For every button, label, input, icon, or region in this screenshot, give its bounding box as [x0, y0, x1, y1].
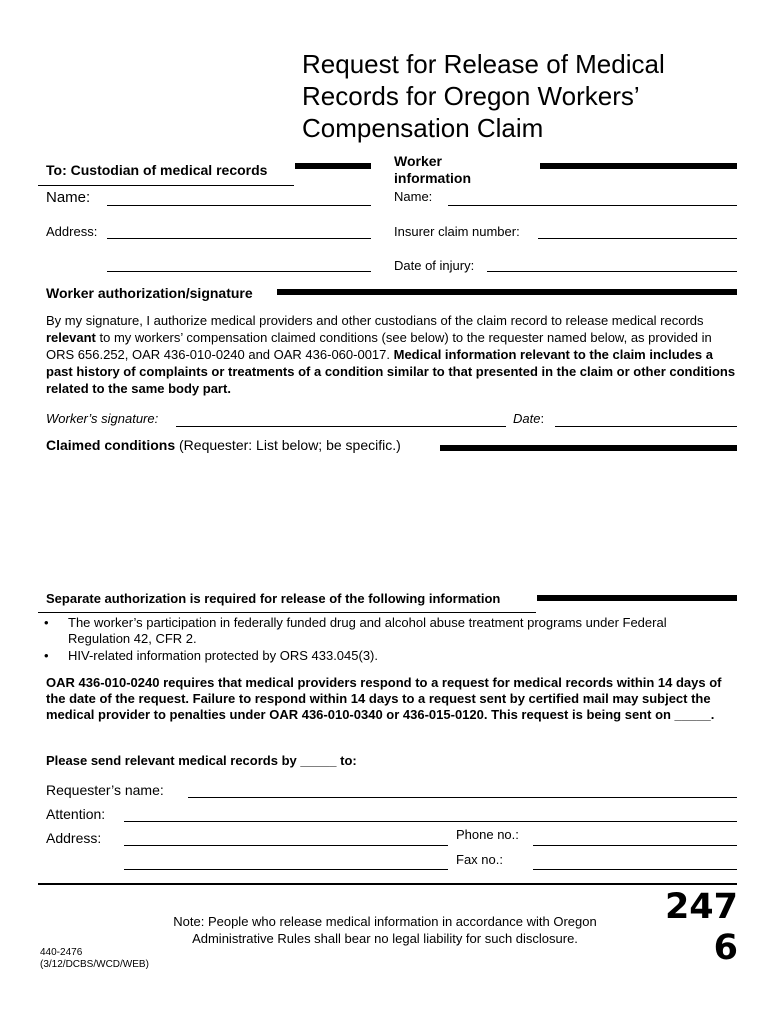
requester-address-label: Address: [46, 830, 102, 846]
fax-field[interactable] [533, 869, 737, 870]
form-number: 440-2476 [40, 947, 83, 958]
form-code: (3/12/DCBS/WCD/WEB) [40, 959, 149, 970]
phone-field[interactable] [533, 845, 737, 846]
authorization-text-c: to my workers’ compensation claimed conditions (see below) to the requester named below, as provided in ORS 656.252, OAR 436-010-0240 and OAR 436-060-0017. [46, 330, 712, 362]
custodian-address-label: Address: [46, 224, 98, 239]
worker-heading-line-1: Worker [394, 153, 442, 169]
date-of-injury-field[interactable] [487, 271, 737, 272]
title-line-3: Compensation Claim [302, 113, 544, 143]
oar-notice: OAR 436-010-0240 requires that medical providers respond to a request for medical records within 14 days of the date of the request. Failure to respond within 14 days to a request sent by certified mail may subject the medical provider to penalties under OAR 436-010-0340 or 436-015-0120. This request is being sent on _____. [46, 675, 722, 722]
authorization-heading-bar [277, 289, 737, 295]
custodian-address-field-1[interactable] [107, 238, 371, 239]
signature-date-field[interactable] [555, 426, 737, 427]
claimed-conditions-title: Claimed conditions [46, 437, 176, 453]
claimed-conditions-heading [46, 437, 401, 453]
requester-address-field-2[interactable] [124, 869, 448, 870]
signature-date-colon: : [540, 411, 545, 426]
worker-name-field[interactable] [448, 205, 737, 206]
separate-authorization-bar [537, 595, 737, 601]
claimed-conditions-area[interactable] [40, 458, 737, 583]
authorization-text-d: Medical information relevant to the claim includes a past history of complaints or treatments of a condition similar to that presented in the claim or other conditions related to the same body part. [46, 347, 736, 396]
signature-date-word: Date [513, 411, 541, 426]
custodian-name-field[interactable] [107, 205, 371, 206]
footer-rule [38, 883, 737, 885]
custodian-name-label: Name: [46, 189, 91, 206]
form-id [40, 947, 149, 971]
authorization-heading: Worker authorization/signature [46, 285, 253, 301]
bullet-text-1: The worker’s participation in federally funded drug and alcohol abuse treatment programs under Federal Regulation 42, CFR 2. [68, 615, 667, 646]
claimed-conditions-note: (Requester: List below; be specific.) [175, 437, 401, 453]
authorization-text-b: relevant [46, 330, 96, 345]
worker-heading-line-2: information [394, 170, 471, 186]
date-of-injury-label: Date of injury: [394, 258, 475, 273]
page-title [302, 48, 665, 144]
title-line-1: Request for Release of Medical [302, 49, 665, 79]
title-line-2: Records for Oregon Workers’ [302, 81, 640, 111]
form-big-number-line-1: 247 [664, 887, 738, 927]
requester-name-field[interactable] [188, 797, 737, 798]
form-big-number-line-2: 6 [713, 928, 738, 968]
attention-label: Attention: [46, 806, 106, 822]
phone-label: Phone no.: [456, 827, 519, 842]
signature-date-label [513, 411, 544, 426]
attention-field[interactable] [124, 821, 737, 822]
custodian-heading-rule [38, 185, 294, 186]
authorization-text-a: By my signature, I authorize medical providers and other custodians of the claim record to release medical records [46, 313, 704, 328]
worker-signature-field[interactable] [176, 426, 506, 427]
custodian-heading: To: Custodian of medical records [46, 162, 268, 178]
footer-note-line-2: Administrative Rules shall bear no legal liability for such disclosure. [192, 931, 578, 946]
bullet-item [44, 648, 734, 664]
footer-note-line-1: Note: People who release medical information in accordance with Oregon [173, 914, 597, 929]
bullet-text-2: HIV-related information protected by ORS 433.045(3). [68, 648, 378, 663]
claimed-conditions-bar [440, 445, 737, 451]
insurer-claim-label: Insurer claim number: [394, 224, 520, 239]
fax-label: Fax no.: [456, 852, 503, 867]
requester-address-field-1[interactable] [124, 845, 448, 846]
requester-name-label: Requester’s name: [46, 782, 164, 798]
separate-authorization-rule [38, 612, 536, 613]
worker-name-label: Name: [394, 189, 433, 204]
custodian-address-field-2[interactable] [107, 271, 371, 272]
bullet-icon: • [44, 648, 49, 663]
bullet-icon: • [44, 615, 49, 630]
separate-authorization-heading: Separate authorization is required for release of the following information [46, 591, 501, 606]
authorization-paragraph [46, 312, 738, 397]
form-big-number [650, 887, 738, 969]
bullet-item [44, 615, 734, 647]
insurer-claim-field[interactable] [538, 238, 737, 239]
footer-note [160, 913, 610, 947]
custodian-heading-bar [295, 163, 371, 169]
worker-heading-bar [540, 163, 737, 169]
worker-signature-label: Worker’s signature: [46, 411, 159, 426]
worker-heading [394, 153, 471, 187]
send-records-line: Please send relevant medical records by _____ to: [46, 753, 357, 768]
